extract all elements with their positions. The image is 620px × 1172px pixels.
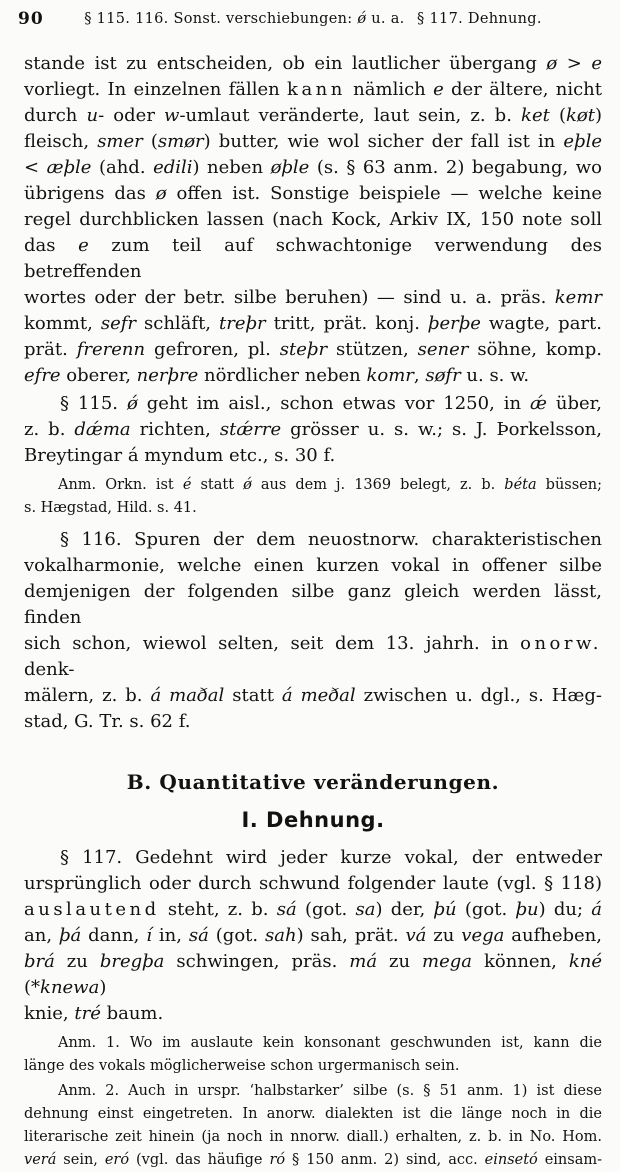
text-segment: demjenigen der folgenden silbe ganz gleich werden lässt, finden (24, 581, 602, 628)
cited-form: treþr (219, 313, 266, 334)
cited-form: vá (405, 925, 427, 946)
cited-form: ró (269, 1152, 286, 1168)
note-2 (24, 1080, 602, 1172)
section-heading-b (24, 769, 602, 795)
text-line (24, 337, 602, 363)
paragraph-continuation (24, 51, 602, 389)
text-segment: § 115. (60, 393, 127, 414)
cited-form: frerenn (76, 339, 146, 360)
cited-form: á meðal (281, 685, 356, 706)
cited-form: má (349, 951, 378, 972)
cited-form: sá (188, 925, 209, 946)
cited-form: øþle (270, 157, 310, 178)
text-segment: an, (24, 925, 59, 946)
text-segment: grösser u. s. w.; s. J. Þorkelsson, (281, 419, 602, 440)
cited-form: søfr (425, 365, 461, 386)
text-line (24, 1103, 602, 1126)
text-segment: wortes oder der betr. silbe beruhen) — sind u. a. präs. (24, 287, 555, 308)
text-segment: (got. (208, 925, 266, 946)
cited-form: efre (24, 365, 61, 386)
text-segment: einsam- (537, 1152, 603, 1168)
text-segment: (got. (296, 899, 356, 920)
text-segment: zum teil auf schwachtonige verwendung des betreffenden (24, 235, 602, 282)
cited-form: þá (58, 925, 82, 946)
text-line (24, 1055, 602, 1078)
text-segment: büssen; (536, 477, 602, 493)
text-line (24, 497, 602, 520)
cited-form: ket (521, 105, 550, 126)
cited-form: køt (565, 105, 595, 126)
text-segment: knie, (24, 1003, 75, 1024)
text-segment: ) (99, 977, 107, 998)
text-segment: § 115. 116. Sonst. verschiebungen: (84, 11, 358, 27)
page-number: 90 (18, 9, 44, 29)
text-segment: sein, (56, 1152, 105, 1168)
text-line (24, 155, 602, 181)
cited-form: vega (461, 925, 505, 946)
text-segment: auslautend (24, 899, 160, 920)
text-line (24, 553, 602, 579)
text-segment: aus dem j. 1369 belegt, z. b. (251, 477, 505, 493)
text-segment: Breytingar á myndum etc., s. 30 f. (24, 445, 336, 466)
cited-form: mega (422, 951, 473, 972)
text-segment: durch (24, 105, 87, 126)
text-segment: ( (549, 105, 566, 126)
paragraph-117 (24, 845, 602, 1027)
text-segment: richten, (130, 419, 220, 440)
cited-form: knewa (40, 977, 100, 998)
cited-form: e (433, 79, 444, 100)
text-line (24, 579, 602, 631)
cited-form: w (164, 105, 180, 126)
text-segment: § 117. Gedehnt wird jeder kurze vokal, der entweder (60, 847, 602, 868)
cited-form: á maðal (150, 685, 225, 706)
text-line (24, 311, 602, 337)
text-segment: I. Dehnung. (241, 808, 385, 832)
text-segment: ( (142, 131, 158, 152)
cited-form: einsetó (484, 1152, 538, 1168)
text-line (24, 631, 602, 683)
text-line (24, 683, 602, 709)
text-segment: söhne, komp. (468, 339, 602, 360)
text-segment: geht im aisl., schon etwas vor 1250, in (137, 393, 531, 414)
text-segment: § 116. Spuren der dem neuostnorw. charakteristischen (60, 529, 602, 550)
text-segment: gefroren, pl. (145, 339, 280, 360)
text-segment: statt (191, 477, 244, 493)
cited-form: sener (417, 339, 469, 360)
text-segment: literarische zeit hinein (ja noch in nnorw. diall.) erhalten, z. b. in No. Hom. (24, 1129, 602, 1145)
text-segment: u. a. § 117. Dehnung. (366, 11, 542, 27)
cited-form: e (78, 235, 89, 256)
cited-form: tré (74, 1003, 101, 1024)
cited-form: ǿ (357, 11, 367, 27)
cited-form: sefr (100, 313, 136, 334)
text-segment: (got. (456, 899, 516, 920)
cited-form: kné (568, 951, 602, 972)
text-segment: ) du; (538, 899, 592, 920)
text-segment: ) neben (192, 157, 271, 178)
text-line (24, 443, 602, 469)
text-segment: der ältere, nicht (443, 79, 603, 100)
text-segment: onorw. (520, 633, 602, 654)
text-segment: (* (24, 977, 41, 998)
text-segment: Anm. Orkn. ist (58, 477, 183, 493)
text-segment: das (24, 235, 79, 256)
running-header (18, 8, 602, 30)
cited-form: ø (546, 53, 558, 74)
text-segment: u. s. w. (460, 365, 530, 386)
cited-form: eþle (563, 131, 602, 152)
text-segment: können, (472, 951, 569, 972)
text-line (24, 181, 602, 207)
text-segment: -umlaut veränderte, laut sein, z. b. (179, 105, 522, 126)
text-line (24, 923, 602, 949)
note-115 (24, 474, 602, 520)
cited-form: í (146, 925, 152, 946)
text-segment: wagte, part. (480, 313, 602, 334)
cited-form: steþr (279, 339, 328, 360)
text-segment: dann, (81, 925, 147, 946)
cited-form: sah (265, 925, 297, 946)
text-segment: sich schon, wiewol selten, seit dem 13. jahrh. in (24, 633, 521, 654)
text-segment: schwingen, präs. (164, 951, 350, 972)
text-segment: s. Hægstad, Hild. s. 41. (24, 500, 197, 516)
text-segment: > (557, 53, 592, 74)
text-segment: stad, G. Tr. s. 62 f. (24, 711, 191, 732)
cited-form: stǽrre (219, 419, 282, 440)
text-line (24, 1080, 602, 1103)
text-segment: (vgl. das häufige (129, 1152, 270, 1168)
text-line (24, 103, 602, 129)
text-segment: z. b. (24, 419, 75, 440)
text-segment: < (24, 157, 47, 178)
text-segment: ) butter, wie wol sicher der fall ist in (203, 131, 564, 152)
cited-form: brá (24, 951, 55, 972)
text-line (24, 527, 602, 553)
cited-form: æþle (46, 157, 92, 178)
cited-form: kemr (554, 287, 602, 308)
cited-form: sá (276, 899, 297, 920)
text-segment: vorliegt. In einzelnen fällen (24, 79, 288, 100)
text-segment: vokalharmonie, welche einen kurzen vokal in offener silbe (24, 555, 602, 576)
cited-form: á (591, 899, 602, 920)
text-line (24, 474, 602, 497)
text-segment: denk- (24, 659, 75, 680)
text-segment: dehnung einst eingetreten. In anorw. dialekten ist die länge noch in die (24, 1106, 602, 1122)
text-segment: ) (594, 105, 602, 126)
text-segment: prät. (24, 339, 77, 360)
text-segment: offen ist. Sonstige beispiele — welche keine (166, 183, 602, 204)
text-line (24, 845, 602, 871)
text-line (24, 1149, 602, 1172)
text-line (24, 871, 602, 897)
text-segment: schläft, (136, 313, 220, 334)
cited-form: edili (153, 157, 193, 178)
text-segment: zu (426, 925, 462, 946)
text-segment: steht, z. b. (159, 899, 277, 920)
text-segment: ursprünglich oder durch schwund folgender laute (vgl. § 118) (24, 873, 602, 894)
text-segment: stützen, (327, 339, 418, 360)
text-segment: kann (287, 79, 346, 100)
cited-form: þu (515, 899, 539, 920)
cited-form: smør (157, 131, 204, 152)
text-segment: oberer, (60, 365, 137, 386)
cited-form: ǿ (126, 393, 138, 414)
text-segment: nämlich (345, 79, 434, 100)
text-segment: länge des vokals möglicherweise schon urgermanisch sein. (24, 1058, 460, 1074)
text-segment: ) der, (375, 899, 434, 920)
text-line (24, 897, 602, 923)
text-segment: übrigens das (24, 183, 156, 204)
text-segment: kommt, (24, 313, 101, 334)
text-segment: regel durchblicken lassen (nach Kock, Arkiv IX, 150 note soll (24, 209, 602, 230)
text-segment: aufheben, (504, 925, 602, 946)
text-line (24, 1032, 602, 1055)
page-content (24, 51, 602, 1172)
text-segment: tritt, prät. konj. (265, 313, 428, 334)
note-1 (24, 1032, 602, 1078)
text-segment: , (413, 365, 426, 386)
cited-form: þú (433, 899, 457, 920)
text-line (24, 1001, 602, 1027)
text-segment: Anm. 2. Auch in urspr. ‘halbstarker’ silbe (s. § 51 anm. 1) ist diese (58, 1083, 602, 1099)
paragraph-116 (24, 527, 602, 735)
text-segment: stande ist zu entscheiden, ob ein lautlicher übergang (24, 53, 547, 74)
cited-form: ø (155, 183, 167, 204)
cited-form: ǿ (243, 477, 252, 493)
text-line (24, 1126, 602, 1149)
paragraph-115 (24, 391, 602, 469)
text-line (24, 233, 602, 285)
text-segment: Anm. 1. Wo im auslaute kein konsonant geschwunden ist, kann die (58, 1035, 602, 1051)
text-segment: § 150 anm. 2) sind, acc. (285, 1152, 485, 1168)
cited-form: eró (104, 1152, 130, 1168)
text-segment: fleisch, (24, 131, 98, 152)
cited-form: verá (24, 1152, 57, 1168)
cited-form: u (86, 105, 99, 126)
cited-form: béta (504, 477, 537, 493)
text-segment: ) sah, prät. (296, 925, 406, 946)
running-header-text (24, 8, 602, 30)
text-line (24, 207, 602, 233)
cited-form: bregþa (99, 951, 165, 972)
text-line (24, 949, 602, 1001)
cited-form: nerþre (136, 365, 199, 386)
text-line (24, 391, 602, 417)
text-segment: zwischen u. dgl., s. Hæg- (355, 685, 603, 706)
text-segment: über, (546, 393, 603, 414)
text-segment: zu (54, 951, 100, 972)
text-segment: mälern, z. b. (24, 685, 151, 706)
text-segment: baum. (100, 1003, 164, 1024)
section-heading-dehnung (24, 806, 602, 834)
text-line (24, 51, 602, 77)
text-line (24, 363, 602, 389)
text-line (24, 129, 602, 155)
text-segment: zu (377, 951, 423, 972)
cited-form: é (182, 477, 192, 493)
cited-form: ǽ (530, 393, 547, 414)
text-segment: - oder (98, 105, 165, 126)
text-line (24, 417, 602, 443)
text-segment: (s. § 63 anm. 2) begabung, wo (309, 157, 602, 178)
text-segment: (ahd. (91, 157, 154, 178)
text-segment: B. Quantitative veränderungen. (126, 770, 500, 794)
cited-form: komr (366, 365, 414, 386)
cited-form: sa (355, 899, 376, 920)
text-segment: nördlicher neben (198, 365, 367, 386)
text-segment: in, (152, 925, 189, 946)
cited-form: smer (97, 131, 143, 152)
cited-form: þerþe (427, 313, 481, 334)
text-segment: statt (224, 685, 282, 706)
text-line (24, 709, 602, 735)
text-line (24, 285, 602, 311)
text-line (24, 77, 602, 103)
cited-form: e (591, 53, 603, 74)
cited-form: dǽma (74, 419, 131, 440)
